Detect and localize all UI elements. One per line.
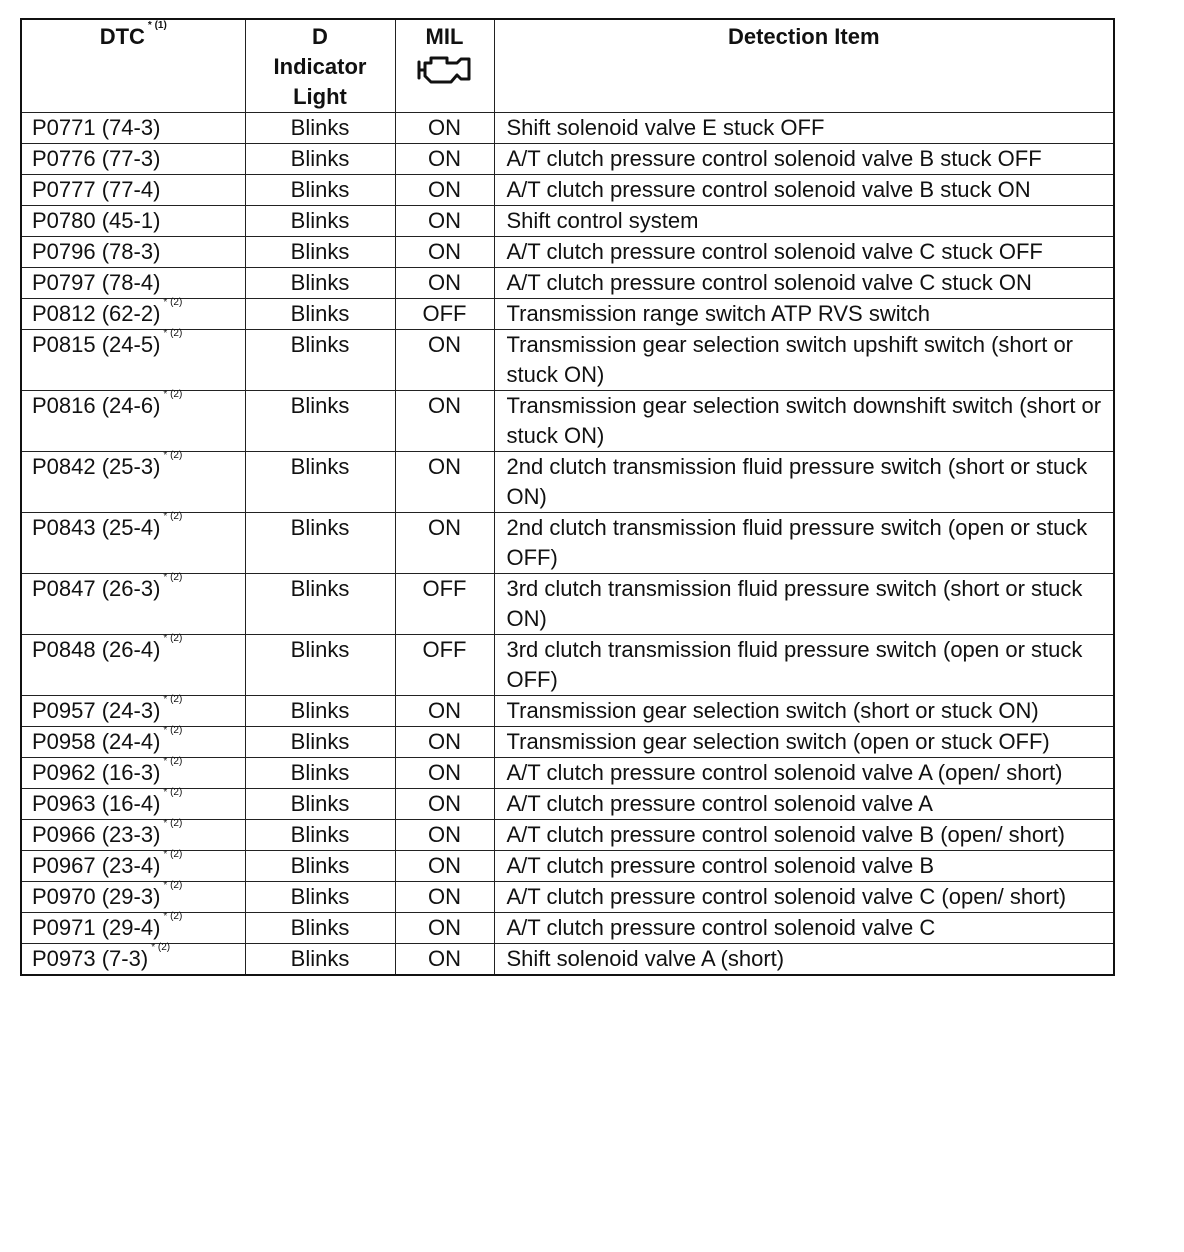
- indicator-cell: [245, 175, 395, 206]
- dtc-code-text: P0973 (7-3): [32, 946, 149, 971]
- table-row: [21, 330, 1114, 391]
- mil-text: ON: [428, 208, 461, 233]
- detection-item-cell: [494, 237, 1114, 268]
- mil-text: OFF: [422, 576, 467, 601]
- mil-cell: [395, 789, 494, 820]
- mil-cell: [395, 882, 494, 913]
- indicator-cell: [245, 727, 395, 758]
- mil-text: ON: [428, 915, 461, 940]
- dtc-code-cell: [21, 882, 245, 913]
- detection-item-cell: [494, 113, 1114, 144]
- table-row: [21, 820, 1114, 851]
- detection-item-cell: [494, 727, 1114, 758]
- table-row: [21, 113, 1114, 144]
- dtc-code-text: P0966 (23-3): [32, 822, 161, 847]
- table-row: [21, 237, 1114, 268]
- indicator-cell: [245, 299, 395, 330]
- dtc-code-cell: [21, 175, 245, 206]
- dtc-code-text: P0970 (29-3): [32, 884, 161, 909]
- table-row: [21, 452, 1114, 513]
- detection-item-cell: [494, 206, 1114, 237]
- detection-item-cell: [494, 268, 1114, 299]
- footnote-marker: * (2): [163, 450, 183, 461]
- mil-text: ON: [428, 177, 461, 202]
- indicator-text: Blinks: [290, 393, 350, 418]
- table-row: [21, 944, 1114, 976]
- detection-item-text: 2nd clutch transmission fluid pressure switch (open or stuck OFF): [506, 515, 1088, 570]
- detection-item-cell: [494, 513, 1114, 574]
- indicator-text: Blinks: [290, 853, 350, 878]
- detection-item-text: Shift control system: [506, 208, 699, 233]
- indicator-text: Blinks: [290, 270, 350, 295]
- dtc-code-text: P0843 (25-4): [32, 515, 161, 540]
- header-indicator-line2: Indicator: [273, 54, 367, 79]
- detection-item-text: A/T clutch pressure control solenoid valve A: [506, 791, 933, 816]
- detection-item-cell: [494, 144, 1114, 175]
- detection-item-cell: [494, 851, 1114, 882]
- dtc-code-text: P0815 (24-5): [32, 332, 161, 357]
- dtc-code-text: P0847 (26-3): [32, 576, 161, 601]
- detection-item-cell: [494, 696, 1114, 727]
- mil-cell: [395, 758, 494, 789]
- dtc-code-text: P0842 (25-3): [32, 454, 161, 479]
- table-row: [21, 299, 1114, 330]
- detection-item-text: 2nd clutch transmission fluid pressure switch (short or stuck ON): [506, 454, 1088, 509]
- footnote-marker: * (2): [163, 880, 183, 891]
- dtc-code-text: P0967 (23-4): [32, 853, 161, 878]
- dtc-code-cell: [21, 237, 245, 268]
- dtc-code-text: P0963 (16-4): [32, 791, 161, 816]
- detection-item-cell: [494, 635, 1114, 696]
- indicator-cell: [245, 574, 395, 635]
- header-detection-label: Detection Item: [727, 24, 880, 49]
- header-dtc: [21, 19, 245, 113]
- dtc-code-cell: [21, 299, 245, 330]
- indicator-cell: [245, 513, 395, 574]
- header-indicator: [245, 19, 395, 113]
- header-dtc-label: DTC: [99, 24, 145, 49]
- mil-cell: [395, 268, 494, 299]
- indicator-text: Blinks: [290, 146, 350, 171]
- table-row: [21, 882, 1114, 913]
- dtc-code-cell: [21, 513, 245, 574]
- table-row: [21, 635, 1114, 696]
- dtc-code-cell: [21, 944, 245, 976]
- table-row: [21, 574, 1114, 635]
- detection-item-cell: [494, 391, 1114, 452]
- indicator-text: Blinks: [290, 698, 350, 723]
- indicator-text: Blinks: [290, 637, 350, 662]
- mil-cell: [395, 237, 494, 268]
- indicator-text: Blinks: [290, 791, 350, 816]
- dtc-code-cell: [21, 851, 245, 882]
- footnote-marker: * (2): [163, 694, 183, 705]
- detection-item-cell: [494, 574, 1114, 635]
- indicator-text: Blinks: [290, 239, 350, 264]
- footnote-marker: * (2): [163, 328, 183, 339]
- mil-text: ON: [428, 270, 461, 295]
- mil-text: ON: [428, 332, 461, 357]
- mil-cell: [395, 206, 494, 237]
- indicator-cell: [245, 113, 395, 144]
- mil-text: ON: [428, 454, 461, 479]
- mil-text: ON: [428, 822, 461, 847]
- footnote-marker: * (2): [151, 942, 171, 953]
- detection-item-cell: [494, 452, 1114, 513]
- detection-item-cell: [494, 330, 1114, 391]
- dtc-code-cell: [21, 789, 245, 820]
- mil-cell: [395, 144, 494, 175]
- dtc-code-cell: [21, 330, 245, 391]
- indicator-text: Blinks: [290, 454, 350, 479]
- mil-text: ON: [428, 393, 461, 418]
- indicator-text: Blinks: [290, 332, 350, 357]
- mil-text: ON: [428, 729, 461, 754]
- indicator-cell: [245, 696, 395, 727]
- indicator-cell: [245, 758, 395, 789]
- dtc-code-text: P0816 (24-6): [32, 393, 161, 418]
- footnote-marker: * (2): [163, 787, 183, 798]
- mil-text: ON: [428, 515, 461, 540]
- indicator-cell: [245, 851, 395, 882]
- indicator-cell: [245, 789, 395, 820]
- dtc-code-cell: [21, 206, 245, 237]
- footnote-marker: * (2): [163, 818, 183, 829]
- detection-item-text: A/T clutch pressure control solenoid valve A (open/ short): [506, 760, 1063, 785]
- dtc-code-text: P0796 (78-3): [32, 239, 161, 264]
- mil-text: ON: [428, 791, 461, 816]
- dtc-code-cell: [21, 913, 245, 944]
- header-row: [21, 19, 1114, 113]
- mil-cell: [395, 175, 494, 206]
- dtc-code-text: P0776 (77-3): [32, 146, 161, 171]
- detection-item-text: A/T clutch pressure control solenoid valve C stuck ON: [506, 270, 1032, 295]
- footnote-marker: * (2): [163, 725, 183, 736]
- detection-item-text: A/T clutch pressure control solenoid valve C: [506, 915, 936, 940]
- table-row: [21, 206, 1114, 237]
- detection-item-cell: [494, 175, 1114, 206]
- table-row: [21, 727, 1114, 758]
- detection-item-cell: [494, 820, 1114, 851]
- table-row: [21, 391, 1114, 452]
- footnote-marker: * (2): [163, 849, 183, 860]
- detection-item-text: Transmission gear selection switch upshift switch (short or stuck ON): [506, 332, 1073, 387]
- dtc-code-text: P0848 (26-4): [32, 637, 161, 662]
- detection-item-cell: [494, 758, 1114, 789]
- detection-item-cell: [494, 913, 1114, 944]
- indicator-text: Blinks: [290, 729, 350, 754]
- indicator-cell: [245, 330, 395, 391]
- detection-item-text: Transmission gear selection switch (open or stuck OFF): [506, 729, 1050, 754]
- footnote-marker: * (2): [163, 911, 183, 922]
- header-indicator-line1: D: [312, 24, 328, 49]
- indicator-text: Blinks: [290, 760, 350, 785]
- indicator-cell: [245, 635, 395, 696]
- dtc-code-cell: [21, 113, 245, 144]
- indicator-text: Blinks: [290, 576, 350, 601]
- dtc-code-text: P0962 (16-3): [32, 760, 161, 785]
- dtc-code-cell: [21, 144, 245, 175]
- mil-cell: [395, 330, 494, 391]
- mil-cell: [395, 913, 494, 944]
- mil-cell: [395, 696, 494, 727]
- header-mil-label: MIL: [425, 24, 464, 49]
- mil-text: ON: [428, 239, 461, 264]
- table-row: [21, 175, 1114, 206]
- mil-cell: [395, 635, 494, 696]
- mil-text: ON: [428, 760, 461, 785]
- dtc-code-text: P0797 (78-4): [32, 270, 161, 295]
- table-row: [21, 913, 1114, 944]
- dtc-table: [20, 18, 1115, 976]
- indicator-cell: [245, 206, 395, 237]
- mil-cell: [395, 299, 494, 330]
- indicator-text: Blinks: [290, 115, 350, 140]
- mil-cell: [395, 851, 494, 882]
- dtc-code-cell: [21, 391, 245, 452]
- dtc-code-cell: [21, 635, 245, 696]
- dtc-code-text: P0971 (29-4): [32, 915, 161, 940]
- detection-item-cell: [494, 944, 1114, 976]
- indicator-text: Blinks: [290, 946, 350, 971]
- table-row: [21, 758, 1114, 789]
- indicator-text: Blinks: [290, 301, 350, 326]
- mil-cell: [395, 574, 494, 635]
- mil-cell: [395, 113, 494, 144]
- mil-text: ON: [428, 884, 461, 909]
- header-mil: [395, 19, 494, 113]
- table-row: [21, 144, 1114, 175]
- table-row: [21, 513, 1114, 574]
- table-row: [21, 851, 1114, 882]
- dtc-code-cell: [21, 727, 245, 758]
- detection-item-cell: [494, 299, 1114, 330]
- indicator-cell: [245, 144, 395, 175]
- indicator-cell: [245, 820, 395, 851]
- mil-text: ON: [428, 946, 461, 971]
- mil-cell: [395, 452, 494, 513]
- indicator-text: Blinks: [290, 208, 350, 233]
- detection-item-text: Shift solenoid valve E stuck OFF: [506, 115, 825, 140]
- detection-item-text: A/T clutch pressure control solenoid valve B (open/ short): [506, 822, 1065, 847]
- detection-item-text: Transmission gear selection switch downshift switch (short or stuck ON): [506, 393, 1102, 448]
- header-dtc-footnote: * (1): [147, 20, 167, 31]
- dtc-code-text: P0958 (24-4): [32, 729, 161, 754]
- indicator-text: Blinks: [290, 515, 350, 540]
- mil-cell: [395, 513, 494, 574]
- detection-item-text: 3rd clutch transmission fluid pressure switch (short or stuck ON): [506, 576, 1083, 631]
- header-detection: [494, 19, 1114, 113]
- footnote-marker: * (2): [163, 756, 183, 767]
- mil-cell: [395, 727, 494, 758]
- dtc-code-text: P0771 (74-3): [32, 115, 161, 140]
- table-row: [21, 789, 1114, 820]
- detection-item-cell: [494, 789, 1114, 820]
- indicator-text: Blinks: [290, 177, 350, 202]
- detection-item-text: 3rd clutch transmission fluid pressure switch (open or stuck OFF): [506, 637, 1083, 692]
- indicator-cell: [245, 268, 395, 299]
- mil-text: ON: [428, 853, 461, 878]
- dtc-code-text: P0812 (62-2): [32, 301, 161, 326]
- indicator-cell: [245, 391, 395, 452]
- table-row: [21, 268, 1114, 299]
- header-indicator-line3: Light: [293, 84, 347, 109]
- mil-text: ON: [428, 146, 461, 171]
- detection-item-text: A/T clutch pressure control solenoid valve B stuck OFF: [506, 146, 1042, 171]
- dtc-code-text: P0957 (24-3): [32, 698, 161, 723]
- table-row: [21, 696, 1114, 727]
- dtc-code-text: P0777 (77-4): [32, 177, 161, 202]
- mil-cell: [395, 391, 494, 452]
- mil-cell: [395, 944, 494, 976]
- detection-item-text: Shift solenoid valve A (short): [506, 946, 785, 971]
- detection-item-text: A/T clutch pressure control solenoid valve B stuck ON: [506, 177, 1031, 202]
- footnote-marker: * (2): [163, 297, 183, 308]
- indicator-cell: [245, 944, 395, 976]
- mil-text: OFF: [422, 637, 467, 662]
- indicator-cell: [245, 882, 395, 913]
- detection-item-cell: [494, 882, 1114, 913]
- indicator-cell: [245, 452, 395, 513]
- mil-cell: [395, 820, 494, 851]
- dtc-code-cell: [21, 758, 245, 789]
- footnote-marker: * (2): [163, 633, 183, 644]
- detection-item-text: Transmission range switch ATP RVS switch: [506, 301, 930, 326]
- dtc-code-cell: [21, 696, 245, 727]
- mil-text: ON: [428, 698, 461, 723]
- mil-text: ON: [428, 115, 461, 140]
- footnote-marker: * (2): [163, 511, 183, 522]
- indicator-text: Blinks: [290, 915, 350, 940]
- dtc-code-cell: [21, 574, 245, 635]
- indicator-cell: [245, 237, 395, 268]
- dtc-code-cell: [21, 268, 245, 299]
- dtc-code-cell: [21, 452, 245, 513]
- engine-check-icon: [413, 52, 477, 86]
- detection-item-text: Transmission gear selection switch (short or stuck ON): [506, 698, 1039, 723]
- indicator-text: Blinks: [290, 884, 350, 909]
- detection-item-text: A/T clutch pressure control solenoid valve B: [506, 853, 935, 878]
- detection-item-text: A/T clutch pressure control solenoid valve C stuck OFF: [506, 239, 1043, 264]
- footnote-marker: * (2): [163, 389, 183, 400]
- mil-text: OFF: [422, 301, 467, 326]
- detection-item-text: A/T clutch pressure control solenoid valve C (open/ short): [506, 884, 1067, 909]
- footnote-marker: * (2): [163, 572, 183, 583]
- indicator-cell: [245, 913, 395, 944]
- dtc-code-cell: [21, 820, 245, 851]
- dtc-code-text: P0780 (45-1): [32, 208, 161, 233]
- indicator-text: Blinks: [290, 822, 350, 847]
